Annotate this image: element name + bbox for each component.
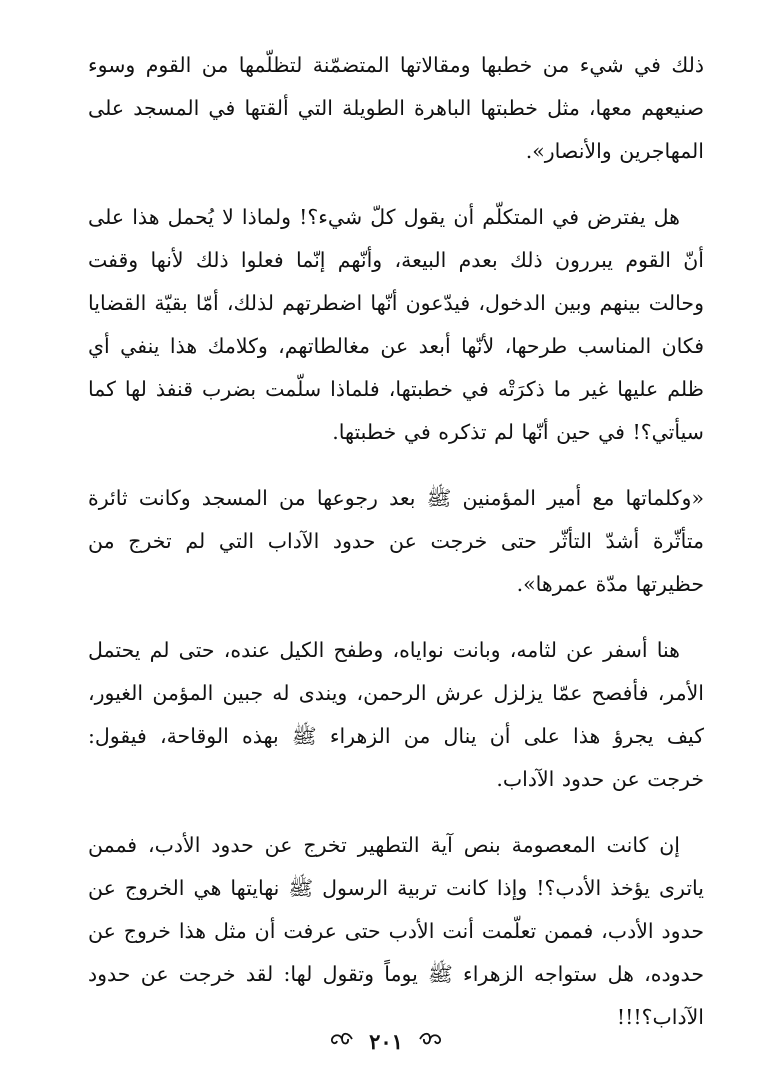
paragraph-3-quote: «وكلماتها مع أمير المؤمنين ﷺ بعد رجوعها من المسجد وكانت ثائرة متأثّرة أشدّ التأثّر حتى خرجت عن حدود الآداب التي لم تخرج من حظيرتها مدّة عمرها». [88,486,704,596]
paragraph-1: ذلك في شيء من خطبها ومقالاتها المتضمّنة لتظلّمها من القوم وسوء صنيعهم معها، مثل خطبتها الباهرة الطويلة التي ألقتها في المسجد على المهاجرين والأنصار». [88,53,704,163]
paragraph-4: هنا أسفر عن لثامه، وبانت نواياه، وطفح الكيل عنده، حتى لم يحتمل الأمر، فأفصح عمّا يزلزل عرش الرحمن، ويندى له جبين المؤمن الغيور، كيف يجرؤ هذا على أن ينال من الزهراء ﷺ بهذه الوقاحة، فيقول: خرجت عن حدود الآداب. [88,638,704,791]
paragraph-5: إن كانت المعصومة بنص آية التطهير تخرج عن حدود الأدب، فممن ياترى يؤخذ الأدب؟! وإذا كانت تربية الرسول ﷺ نهايتها هي الخروج عن حدود الأدب، فممن تعلّمت أنت الأدب حتى عرفت أن مثل هذا خروج عن حدوده، هل ستواجه الزهراء ﷺ يوماً وتقول لها: لقد خرجت عن حدود الآداب؟!!! [88,833,704,1029]
page-number: ٢٠١ [369,1029,403,1054]
paragraph-2: هل يفترض في المتكلّم أن يقول كلّ شيء؟! ولماذا لا يُحمل هذا على أنّ القوم يبررون ذلك بعدم البيعة، وأنّهم إنّما فعلوا ذلك لأنها وقفت وحالت بينهم وبين الدخول، فيدّعون أنّها اضطرتهم لذلك، أمّا بقيّة القضايا فكان المناسب طرحها، لأنّها أبعد عن مغالطاتهم، وكلامك هذا ينفي أي ظلم عليها غير ما ذكرَتْه في خطبتها، فلماذا سلّمت بضرب قنفذ لها كما سيأتي؟! في حين أنّها لم تذكره في خطبتها. [88,205,704,444]
ornament-left-svg [328,1031,354,1047]
page-footer [0,1028,772,1054]
ornament-left-icon [328,1031,354,1052]
ornament-right-icon [418,1031,444,1052]
ornament-right-svg [418,1031,444,1047]
page-body [88,44,704,1029]
